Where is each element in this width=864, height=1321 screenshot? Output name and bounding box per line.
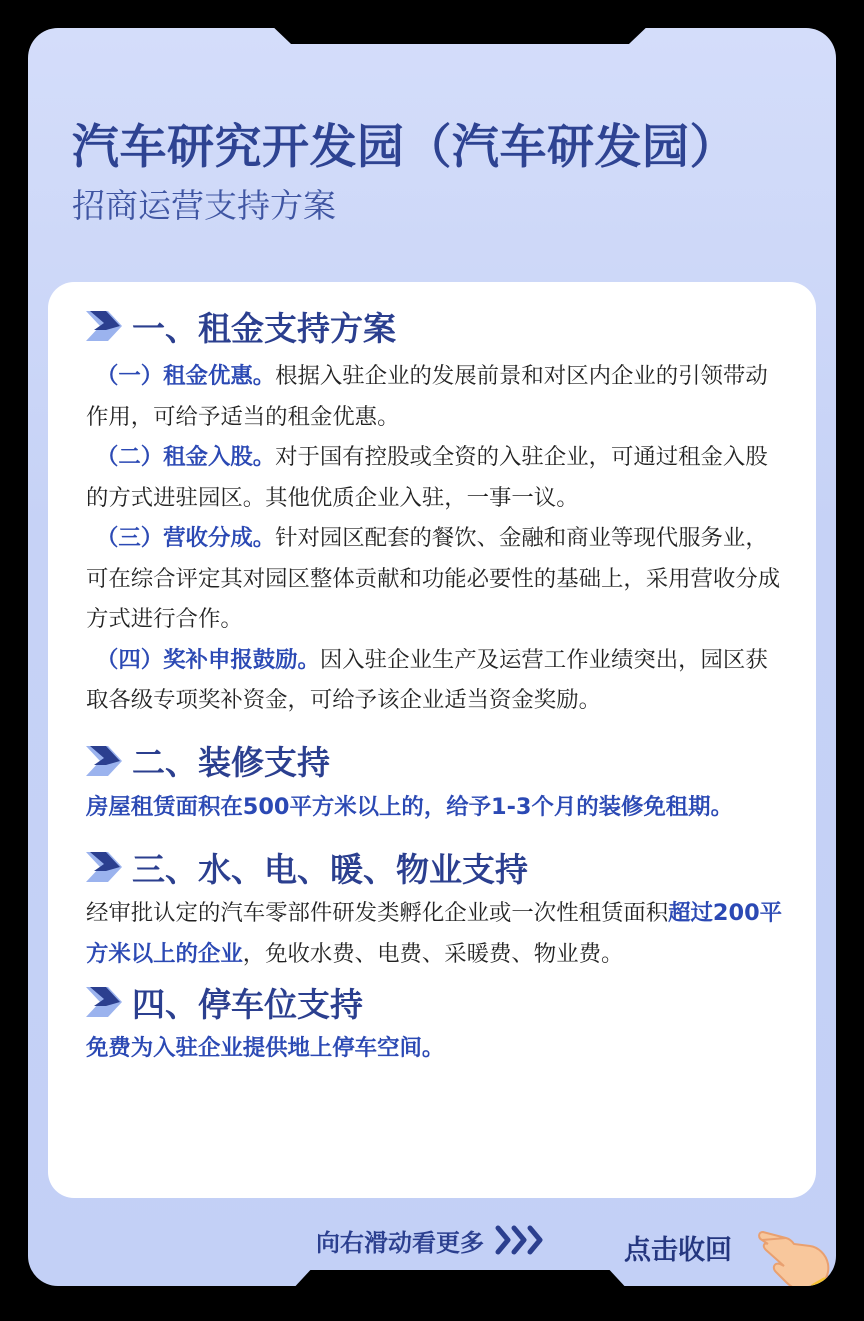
chevron-icon (86, 311, 128, 341)
chevron-icon (86, 746, 128, 776)
rent-equity-lead: （二）租金入股。 (96, 444, 276, 470)
subsidy-paragraph (86, 640, 786, 721)
utilities-text-strong: 超过200平方米以上的企业 (86, 900, 783, 967)
parking-support-text: 免费为入驻企业提供地上停车空间。 (86, 1035, 445, 1061)
triple-chevron-right-icon (494, 1224, 550, 1256)
section-4-title: 四、停车位支持 (132, 984, 363, 1024)
main-card (28, 28, 836, 1286)
section-1-header (86, 302, 786, 350)
rent-equity-paragraph (86, 437, 786, 518)
subsidy-lead: （四）奖补申报鼓励。 (96, 646, 320, 673)
content-body (86, 302, 786, 1069)
top-notch (268, 28, 652, 44)
subsidy-text: 因入驻企业生产及运营工作业绩突出，园区获取各级专项奖补资金，可给予该企业适当资金奖励。 (86, 646, 768, 713)
revenue-share-paragraph (86, 518, 786, 640)
section-2-title: 二、装修支持 (132, 743, 330, 782)
section-3-header (86, 843, 786, 891)
page-subtitle: 招商运营支持方案 (72, 186, 336, 225)
section-1-title: 一、租金支持方案 (132, 308, 396, 348)
collapse-button[interactable]: 点击收回 (624, 1235, 732, 1266)
section-4-header (86, 978, 786, 1026)
rent-equity-text: 对于国有控股或全资的入驻企业，可通过租金入股的方式进驻园区。其他优质企业入驻，一事一议。 (86, 444, 768, 511)
swipe-hint[interactable] (316, 1220, 550, 1260)
section-3-title: 三、水、电、暖、物业支持 (132, 849, 528, 889)
revenue-share-lead: （三）营收分成。 (96, 525, 276, 551)
utilities-text-pre: 经审批认定的汽车零部件研发类孵化企业或一次性租赁面积 (86, 900, 669, 926)
page-title: 汽车研究开发园（汽车研发园） (72, 120, 737, 175)
rent-discount-text: 根据入驻企业的发展前景和对区内企业的引领带动作用，可给予适当的租金优惠。 (86, 363, 768, 430)
content-panel (48, 282, 816, 1198)
swipe-hint-label: 向右滑动看更多 (316, 1228, 484, 1257)
section-2-header (86, 737, 786, 785)
rent-discount-paragraph (86, 356, 786, 437)
chevron-icon (86, 987, 128, 1017)
revenue-share-text: 针对园区配套的餐饮、金融和商业等现代服务业，可在综合评定其对园区整体贡献和功能必要性的基础上，采用营收分成方式进行合作。 (86, 525, 781, 632)
decoration-support-text: 房屋租赁面积在500平方米以上的，给予1-3个月的装修免租期。 (86, 793, 733, 820)
rent-discount-lead: （一）租金优惠。 (96, 363, 276, 389)
utilities-support-paragraph (86, 893, 786, 974)
pointing-hand-icon (756, 1224, 834, 1286)
bottom-notch (290, 1270, 630, 1286)
utilities-text-post: ，免收水费、电费、采暖费、物业费。 (242, 940, 624, 967)
chevron-icon (86, 852, 128, 882)
